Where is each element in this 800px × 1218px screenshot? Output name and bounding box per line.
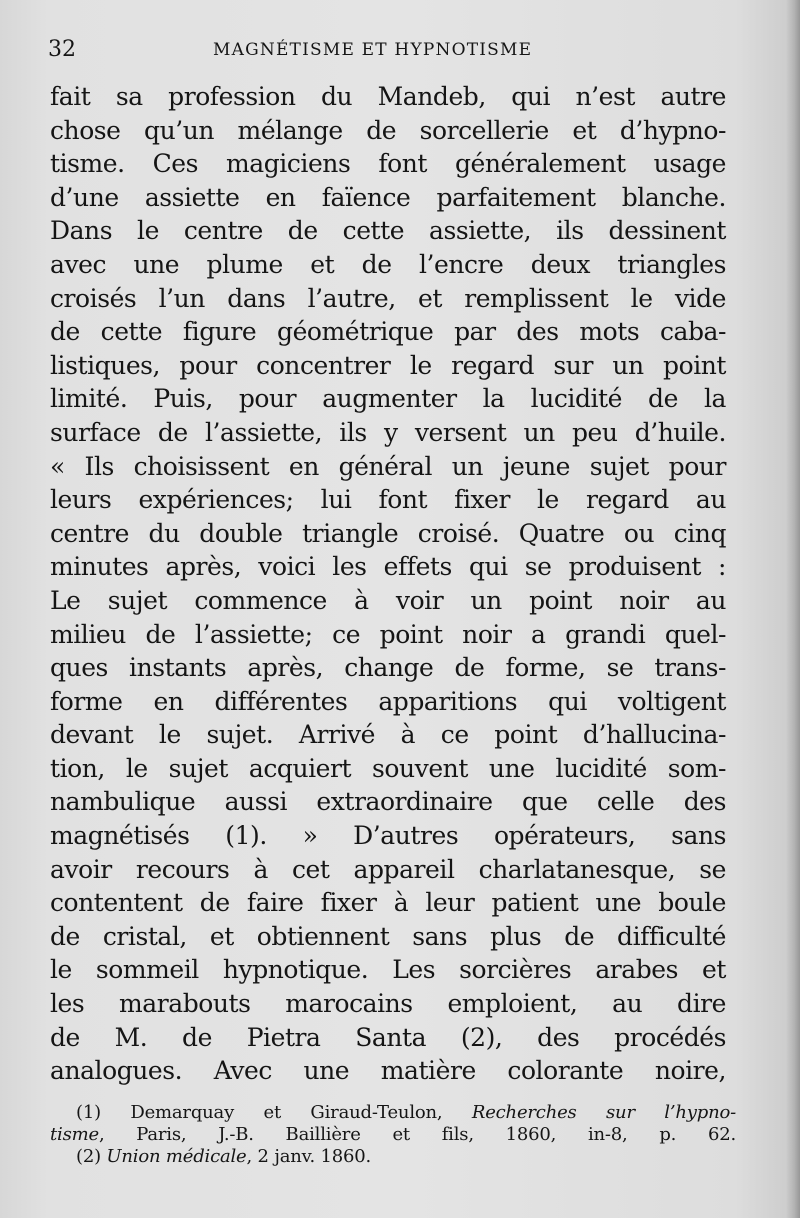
footnote-2-title: Union médicale: [106, 1146, 247, 1167]
text-line: magnétisés (1). » D’autres opérateurs, sans: [50, 821, 726, 851]
text-line: de cette figure géométrique par des mots caba-: [50, 317, 726, 347]
text-line: le sommeil hypnotique. Les sorcières arabes et: [50, 955, 726, 985]
text-line: fait sa profession du Mandeb, qui n’est autre: [50, 82, 726, 111]
footnote-2: [50, 1146, 736, 1168]
footnote-2-number: (2): [76, 1146, 107, 1167]
text-line: Dans le centre de cette assiette, ils dessinent: [50, 216, 726, 246]
page-edge-shadow: [786, 0, 800, 1218]
footnote-1-title-part-2: tisme: [50, 1124, 99, 1145]
text-line: analogues. Avec une matière colorante noire,: [50, 1056, 726, 1086]
text-line: listiques, pour concentrer le regard sur un point: [50, 350, 726, 380]
text-line: avec une plume et de l’encre deux triangles: [50, 249, 726, 279]
text-line: chose qu’un mélange de sorcellerie et d’hypno-: [50, 115, 726, 145]
footnote-1-title-part-1: Recherches sur l’hypno-: [471, 1102, 736, 1123]
text-line: croisés l’un dans l’autre, et remplissent le vide: [50, 283, 726, 313]
text-line: d’une assiette en faïence parfaitement blanche.: [50, 182, 726, 212]
text-line: nambulique aussi extraordinaire que celle des: [50, 787, 726, 817]
text-line: leurs expériences; lui font fixer le regard au: [50, 485, 726, 515]
text-line: avoir recours à cet appareil charlatanesque, se: [50, 854, 726, 884]
body-text: [50, 80, 726, 1088]
text-line: de M. de Pietra Santa (2), des procédés: [50, 1022, 726, 1052]
text-line: Le sujet commence à voir un point noir au: [50, 585, 726, 615]
text-line: tisme. Ces magiciens font généralement usage: [50, 149, 726, 179]
running-head: MAGNÉTISME ET HYPNOTISME: [213, 40, 533, 60]
footnote-2-date: , 2 janv. 1860.: [246, 1146, 372, 1167]
text-line: devant le sujet. Arrivé à ce point d’hallucina-: [50, 720, 726, 750]
footnote-1-line-1: [50, 1102, 736, 1124]
text-line: « Ils choisissent en général un jeune sujet pour: [50, 451, 726, 481]
footnote-1-line-2: [50, 1124, 736, 1146]
text-line: milieu de l’assiette; ce point noir a grandi quel-: [50, 619, 726, 649]
footnote-1-authors: (1) Demarquay et Giraud-Teulon,: [76, 1102, 472, 1123]
page-number: 32: [48, 37, 76, 62]
text-line: ques instants après, change de forme, se trans-: [50, 653, 726, 683]
text-line: limité. Puis, pour augmenter la lucidité de la: [50, 384, 726, 414]
text-line: les marabouts marocains emploient, au dire: [50, 989, 726, 1019]
text-line: centre du double triangle croisé. Quatre ou cinq: [50, 518, 726, 548]
text-line: de cristal, et obtiennent sans plus de difficulté: [50, 921, 726, 951]
text-line: contentent de faire fixer à leur patient une boule: [50, 888, 726, 918]
footnotes: [50, 1102, 736, 1168]
text-line: tion, le sujet acquiert souvent une lucidité som-: [50, 753, 726, 783]
text-line: forme en différentes apparitions qui voltigent: [50, 686, 726, 716]
page-header: [48, 38, 728, 62]
text-line: minutes après, voici les effets qui se produisent :: [50, 552, 726, 582]
text-line: surface de l’assiette, ils y versent un peu d’huile.: [50, 417, 726, 447]
footnote-1-publication: , Paris, J.-B. Baillière et fils, 1860, in-8, p. 62.: [98, 1124, 736, 1145]
